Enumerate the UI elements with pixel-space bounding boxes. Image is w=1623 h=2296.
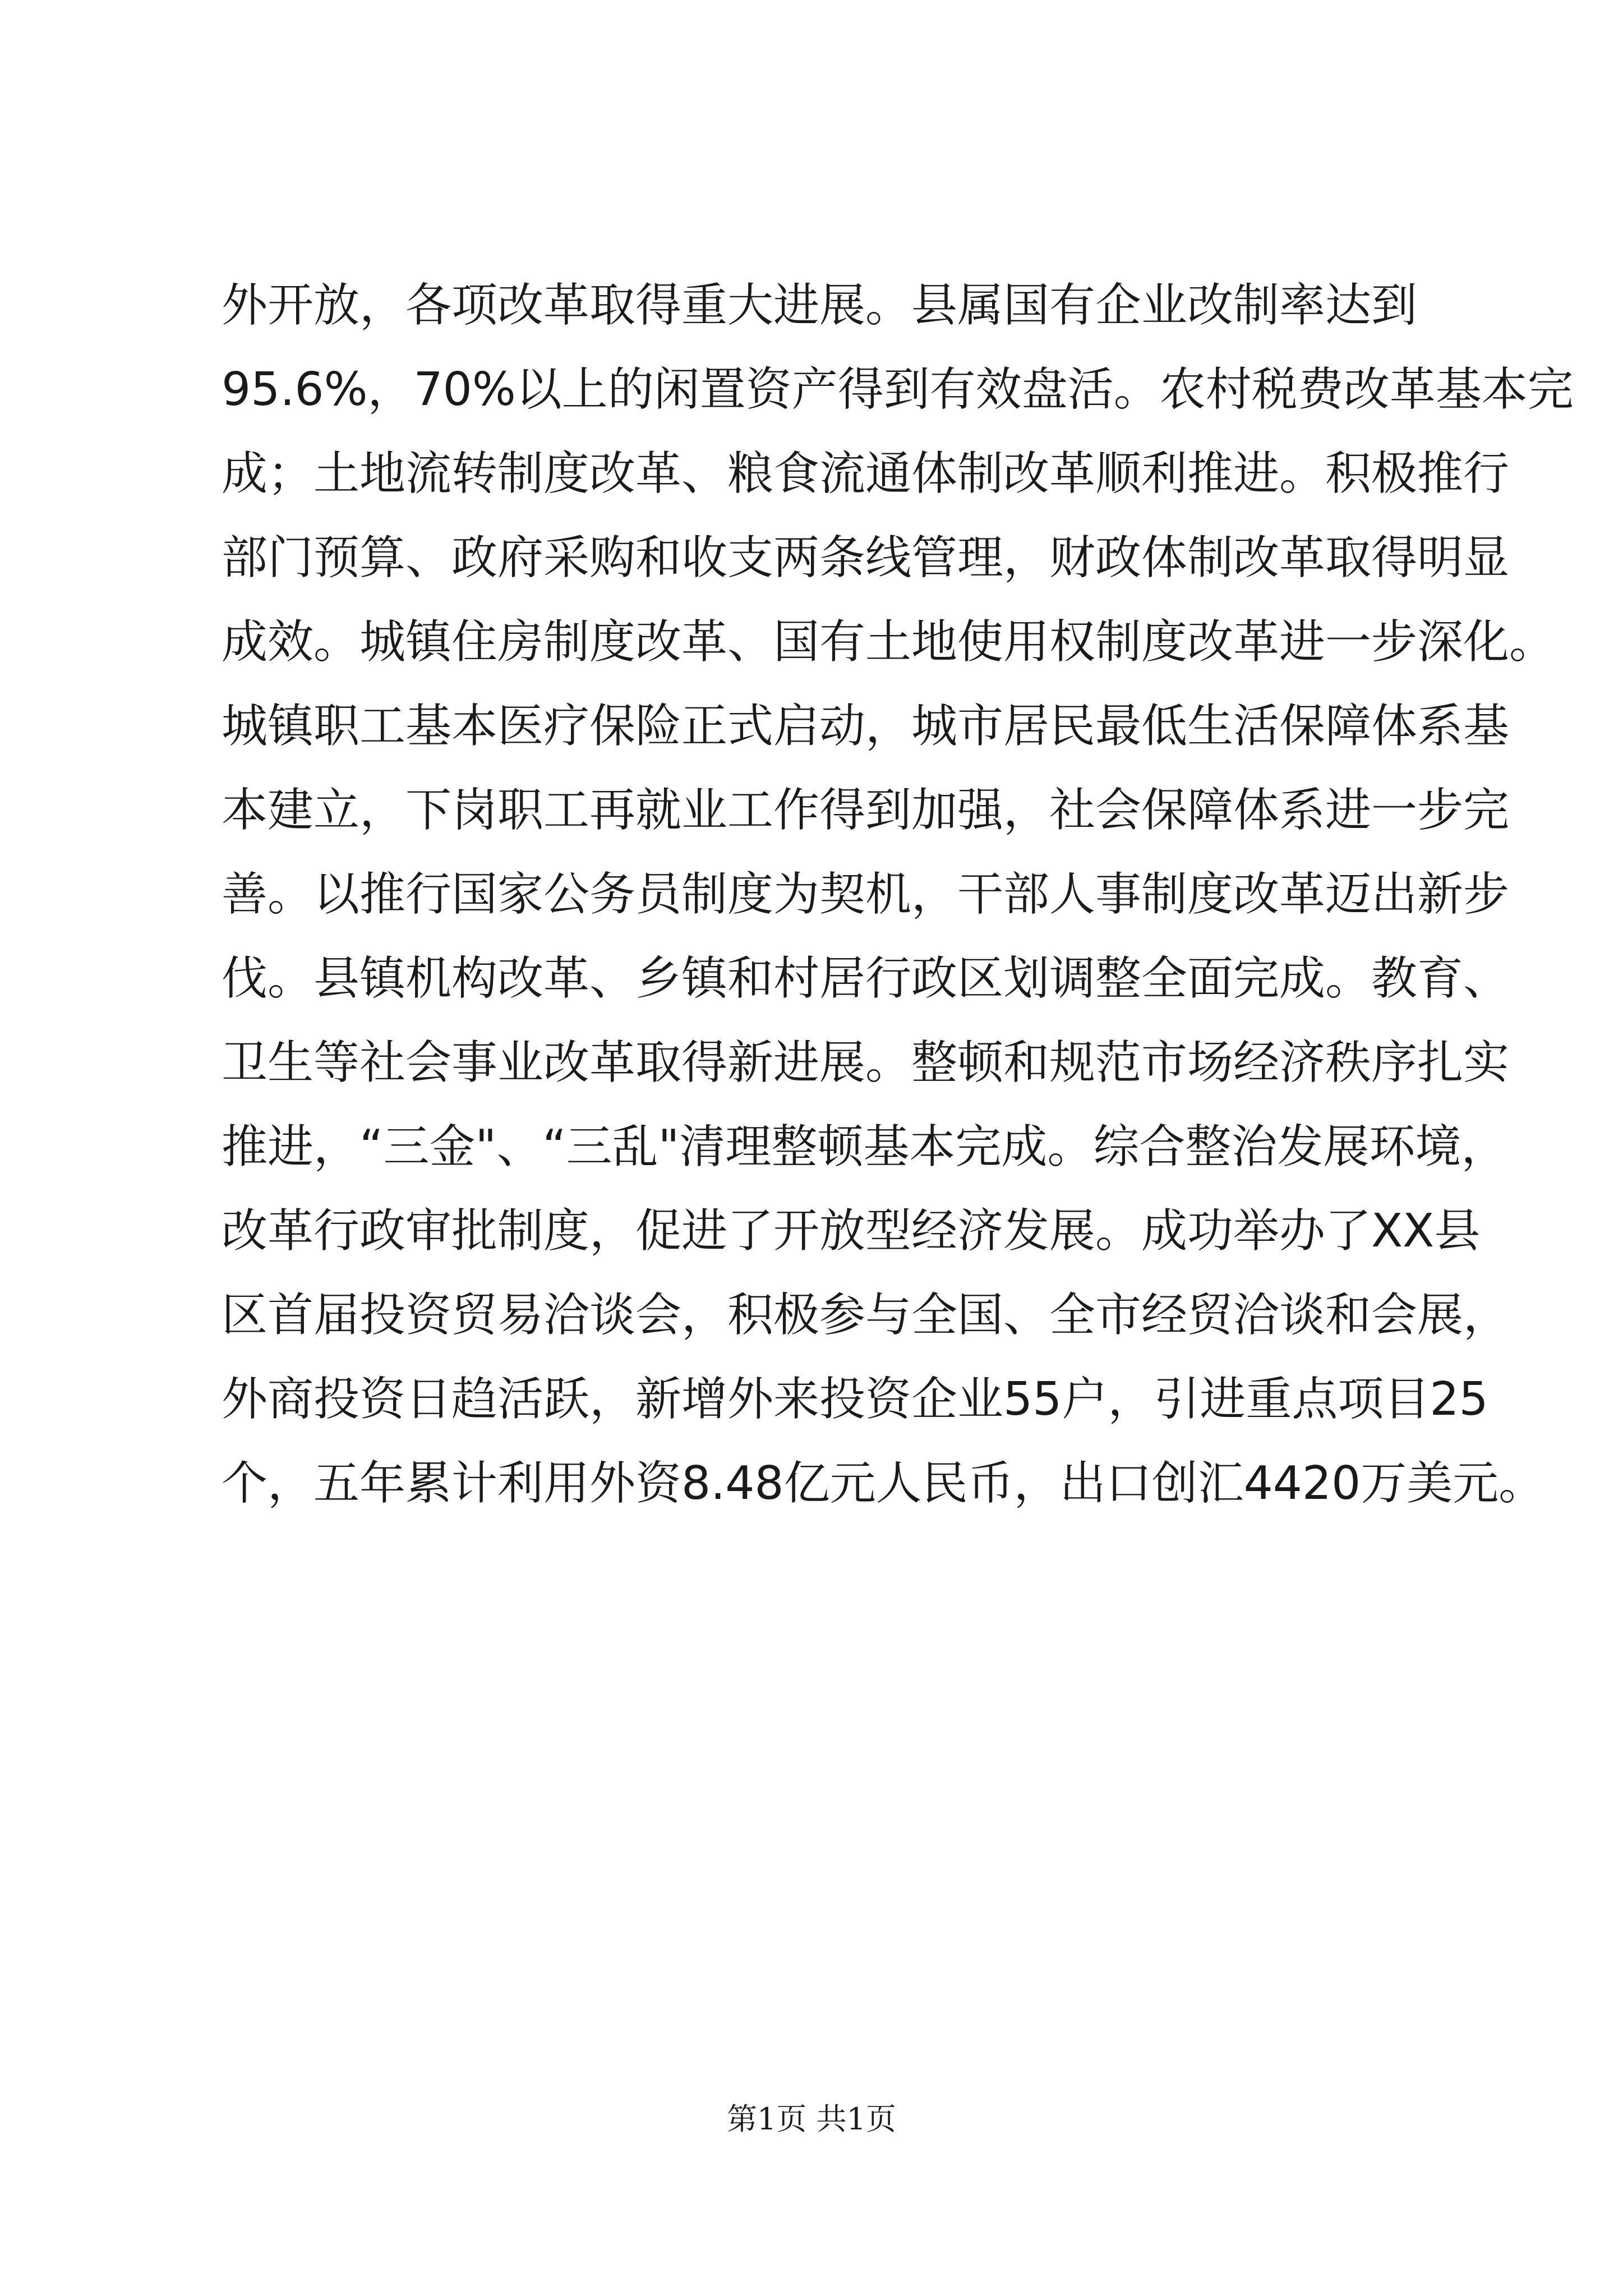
- text-line: 善。以推行国家公务员制度为契机，干部人事制度改革迈出新步: [222, 868, 1510, 921]
- text-line: 成；土地流转制度改革、粮食流通体制改革顺利推进。积极推行: [222, 447, 1510, 500]
- text-line: 成效。城镇住房制度改革、国有土地使用权制度改革进一步深化。: [222, 615, 1556, 669]
- text-line: 95.6%，70%以上的闲置资产得到有效盘活。农村税费改革基本完: [222, 363, 1574, 416]
- text-line: 外商投资日趋活跃，新增外来投资企业55户，引进重点项目25: [222, 1373, 1488, 1426]
- text-line: 伐。县镇机构改革、乡镇和村居行政区划调整全面完成。教育、: [222, 952, 1510, 1005]
- text-line: 区首届投资贸易洽谈会，积极参与全国、全市经贸洽谈和会展，: [222, 1289, 1510, 1342]
- text-line: 个，五年累计利用外资8.48亿元人民币，出口创汇4420万美元。: [222, 1457, 1545, 1510]
- text-line: 部门预算、政府采购和收支两条线管理，财政体制改革取得明显: [222, 531, 1510, 585]
- text-line: 外开放，各项改革取得重大进展。县属国有企业改制率达到: [222, 279, 1418, 332]
- text-line: 卫生等社会事业改革取得新进展。整顿和规范市场经济秩序扎实: [222, 1036, 1510, 1089]
- text-line: 城镇职工基本医疗保险正式启动，城市居民最低生活保障体系基: [222, 700, 1510, 753]
- text-line: 推进，“三金"、“三乱"清理整顿基本完成。综合整治发展环境，: [222, 1120, 1507, 1174]
- text-line: 本建立，下岗职工再就业工作得到加强，社会保障体系进一步完: [222, 784, 1510, 837]
- body-paragraph: [222, 264, 1574, 1526]
- text-line: 改革行政审批制度，促进了开放型经济发展。成功举办了XX县: [222, 1204, 1481, 1258]
- page-number-footer: 第1页 共1页: [727, 2101, 896, 2137]
